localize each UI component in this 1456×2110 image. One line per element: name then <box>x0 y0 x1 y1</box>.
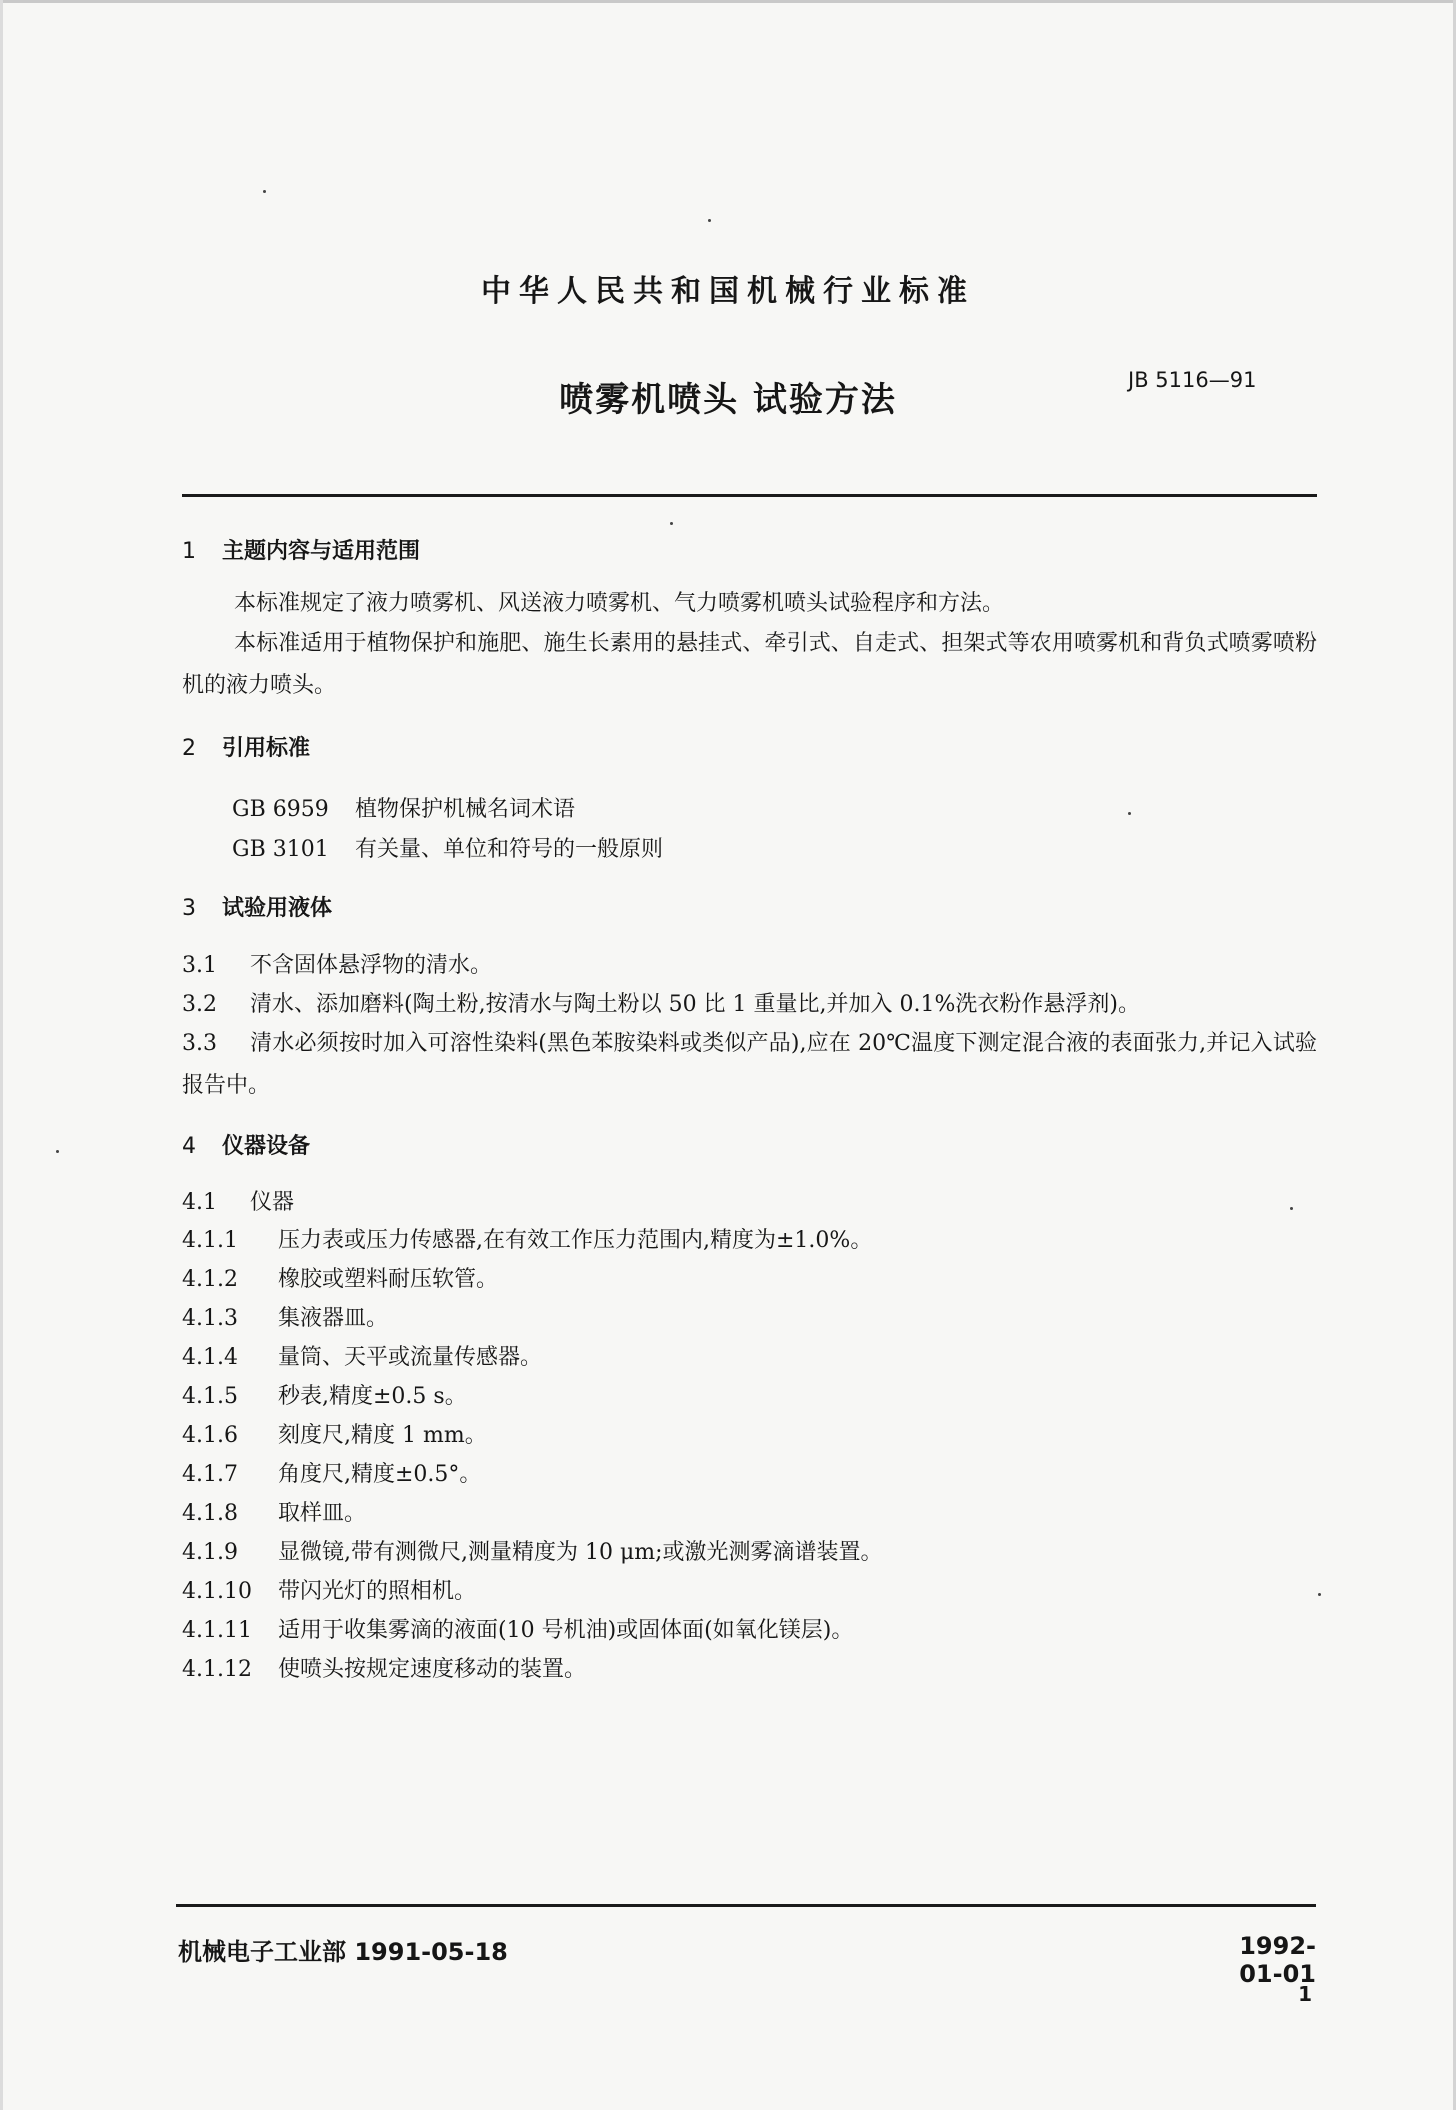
section-3-heading <box>182 891 332 922</box>
list-item <box>182 1298 1317 1340</box>
section-title: 引用标准 <box>222 736 311 761</box>
item-text: 集液器皿。 <box>278 1306 389 1331</box>
section-number: 1 <box>182 539 196 564</box>
item-text: 仪器 <box>250 1190 295 1215</box>
item-number: 4.1.3 <box>182 1306 238 1331</box>
item-number: 4.1.4 <box>182 1345 238 1370</box>
item-number: 4.1.1 <box>182 1228 238 1253</box>
list-item <box>182 1532 1317 1574</box>
item-number: 3.1 <box>182 953 217 978</box>
item-text: 使喷头按规定速度移动的装置。 <box>278 1657 587 1682</box>
item-number: 4.1.11 <box>182 1618 252 1643</box>
list-item <box>182 1649 1317 1691</box>
effective-date: 1992-01-01 <box>1239 1932 1316 1988</box>
item-text: 不含固体悬浮物的清水。 <box>250 953 493 978</box>
section-number: 3 <box>182 896 196 921</box>
item-text: 秒表,精度±0.5 s。 <box>278 1384 467 1409</box>
item-number: 4.1.10 <box>182 1579 252 1604</box>
header-rule <box>182 494 1317 497</box>
list-item <box>182 984 1317 1026</box>
reference-code: GB 6959 <box>232 797 329 822</box>
item-number: 4.1.7 <box>182 1462 238 1487</box>
list-item <box>182 1454 1317 1496</box>
item-text: 适用于收集雾滴的液面(10 号机油)或固体面(如氧化镁层)。 <box>278 1618 854 1643</box>
paragraph: 本标准规定了液力喷雾机、风送液力喷雾机、气力喷雾机喷头试验程序和方法。 <box>234 591 1005 616</box>
item-text: 取样皿。 <box>278 1501 367 1526</box>
item-text: 压力表或压力传感器,在有效工作压力范围内,精度为±1.0%。 <box>278 1228 873 1253</box>
scan-speck <box>56 1150 59 1153</box>
list-item <box>182 1376 1317 1418</box>
document-title: 喷雾机喷头 试验方法 <box>559 380 897 420</box>
list-item <box>182 945 1317 987</box>
item-number: 4.1.6 <box>182 1423 238 1448</box>
scan-speck <box>708 219 711 222</box>
item-number: 4.1.2 <box>182 1267 238 1292</box>
section-title: 主题内容与适用范围 <box>222 539 421 564</box>
list-item <box>182 1571 1317 1613</box>
reference-item <box>232 832 663 863</box>
item-text: 显微镜,带有测微尺,测量精度为 10 μm;或激光测雾滴谱装置。 <box>278 1540 883 1565</box>
reference-item <box>232 792 575 823</box>
standard-code: JB 5116—91 <box>1128 368 1257 392</box>
item-text: 角度尺,精度±0.5°。 <box>278 1462 482 1487</box>
paragraph: 本标准适用于植物保护和施肥、施生长素用的悬挂式、牵引式、自走式、担架式等农用喷雾机和背负式喷雾喷粉机的液力喷头。 <box>182 631 1317 698</box>
item-text: 带闪光灯的照相机。 <box>278 1579 477 1604</box>
item-number: 3.3 <box>182 1031 217 1056</box>
item-number: 3.2 <box>182 992 217 1017</box>
scan-speck <box>263 190 266 193</box>
scan-edge <box>0 0 3 2110</box>
section-1-heading <box>182 534 420 565</box>
scan-speck <box>1128 812 1131 815</box>
reference-title: 植物保护机械名词术语 <box>355 797 576 822</box>
list-item <box>182 1493 1317 1535</box>
page-number: 1 <box>1298 1982 1312 2006</box>
item-text: 清水必须按时加入可溶性染料(黑色苯胺染料或类似产品),应在 20℃温度下测定混合液的表面张力,并记入试验报告中。 <box>182 1031 1317 1098</box>
item-text: 刻度尺,精度 1 mm。 <box>278 1423 487 1448</box>
list-item <box>182 1182 1317 1224</box>
scan-edge <box>0 0 1456 3</box>
scan-speck <box>670 522 673 525</box>
item-number: 4.1 <box>182 1190 217 1215</box>
section-title: 仪器设备 <box>222 1134 311 1159</box>
list-item <box>182 1337 1317 1379</box>
issuer-and-date: 机械电子工业部 1991-05-18 <box>178 1938 508 1966</box>
list-item <box>182 1259 1317 1301</box>
section-title: 试验用液体 <box>222 896 333 921</box>
reference-title: 有关量、单位和符号的一般原则 <box>355 837 664 862</box>
reference-code: GB 3101 <box>232 837 329 862</box>
list-item <box>182 1415 1317 1457</box>
item-text: 清水、添加磨料(陶土粉,按清水与陶土粉以 50 比 1 重量比,并加入 0.1%洗衣粉作悬浮剂)。 <box>250 992 1141 1017</box>
scan-speck <box>1318 1593 1321 1596</box>
footer-rule <box>176 1904 1316 1907</box>
list-item <box>182 1023 1317 1107</box>
item-text: 橡胶或塑料耐压软管。 <box>278 1267 499 1292</box>
item-number: 4.1.5 <box>182 1384 238 1409</box>
item-number: 4.1.8 <box>182 1501 238 1526</box>
list-item <box>182 1610 1317 1652</box>
list-item <box>182 1220 1317 1262</box>
item-text: 量筒、天平或流量传感器。 <box>278 1345 543 1370</box>
section-2-heading <box>182 731 310 762</box>
section-number: 4 <box>182 1134 196 1159</box>
section-number: 2 <box>182 736 196 761</box>
section-4-heading <box>182 1129 310 1160</box>
org-title: 中华人民共和国机械行业标准 <box>481 274 975 309</box>
item-number: 4.1.9 <box>182 1540 238 1565</box>
item-number: 4.1.12 <box>182 1657 252 1682</box>
